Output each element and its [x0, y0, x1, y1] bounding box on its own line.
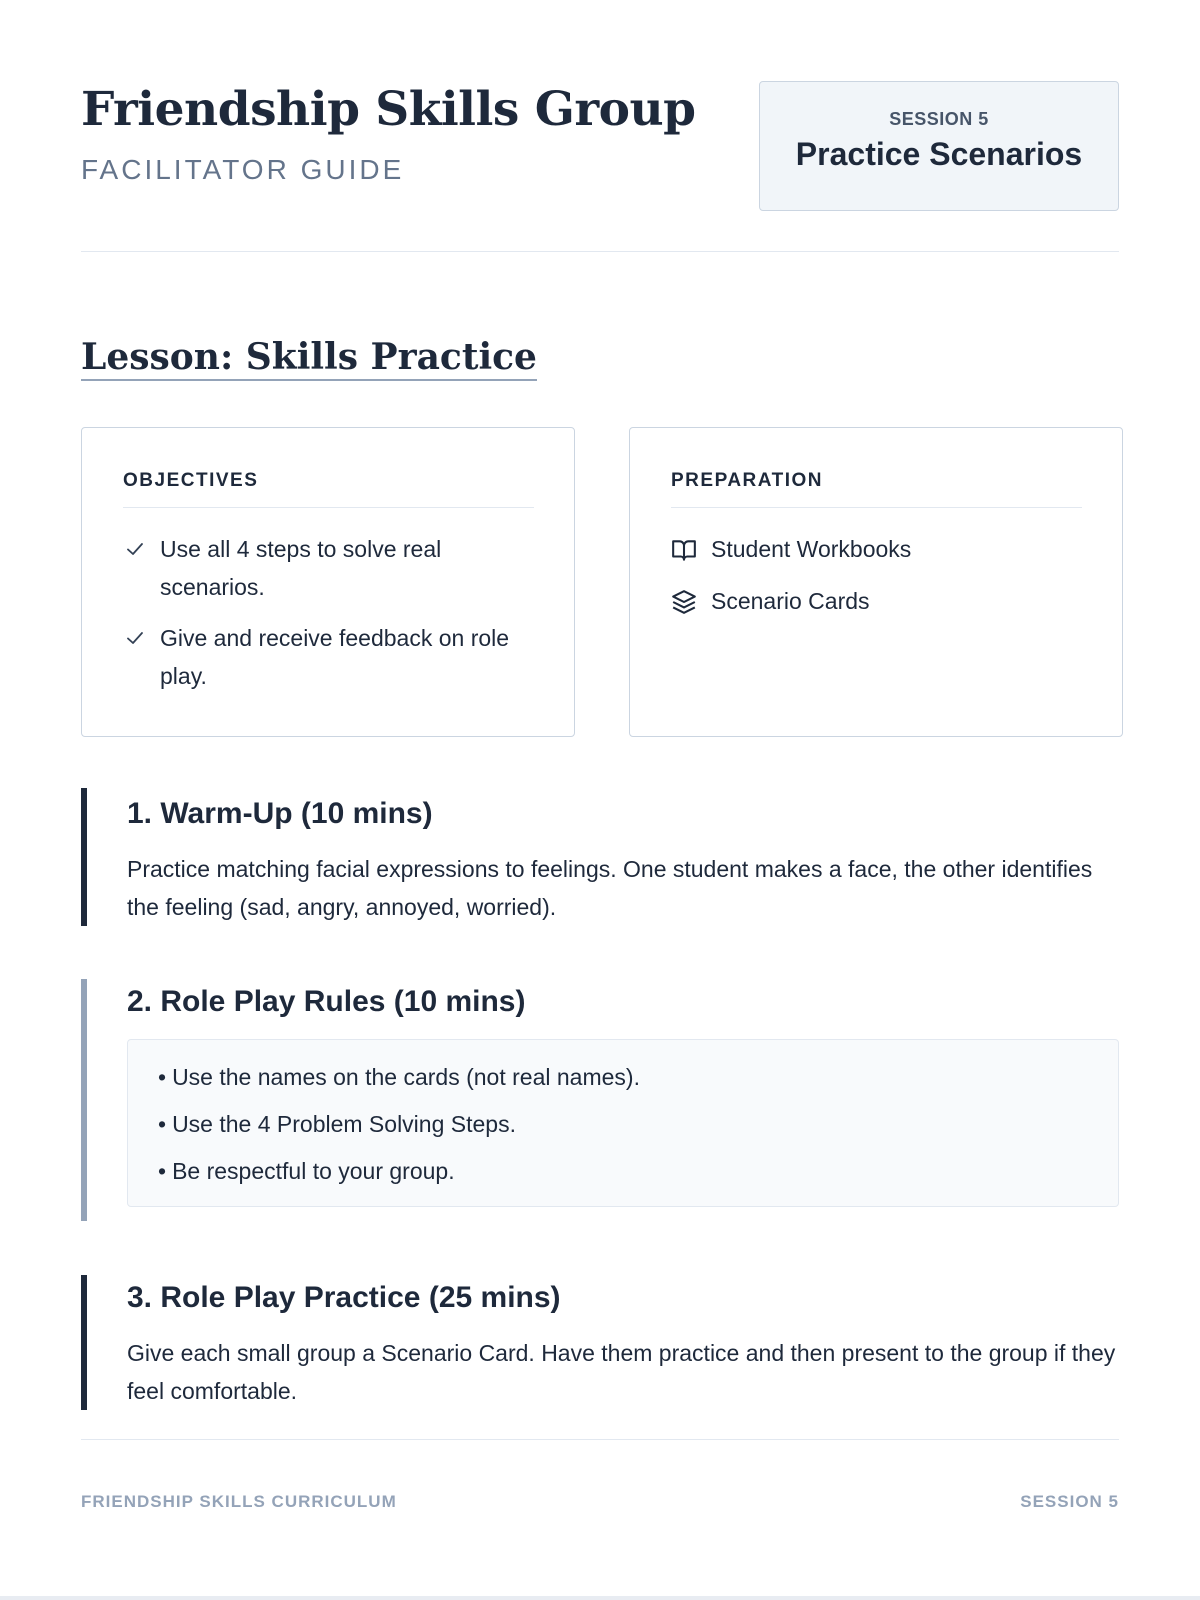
- preparation-text: Scenario Cards: [711, 588, 870, 614]
- preparation-list: [671, 530, 1082, 620]
- document-title: Friendship Skills Group: [81, 82, 696, 137]
- section-role-play-practice: [81, 1275, 1119, 1410]
- section-body: Practice matching facial expressions to feelings. One student makes a face, the other identifies the feeling (sad, angry, annoyed, worried).: [127, 856, 1093, 920]
- objective-item: [123, 619, 534, 695]
- preparation-heading: PREPARATION: [671, 470, 1082, 508]
- preparation-item: [671, 530, 1082, 568]
- footer-session: SESSION 5: [1020, 1492, 1119, 1511]
- rule-item: • Be respectful to your group.: [158, 1158, 455, 1184]
- preparation-card: [629, 427, 1123, 737]
- section-body: Give each small group a Scenario Card. Have them practice and then present to the group if they feel comfortable.: [127, 1340, 1116, 1404]
- page-footer: [81, 1439, 1119, 1511]
- rule-text: Use the names on the cards (not real names).: [172, 1064, 640, 1090]
- session-name: Practice Scenarios: [795, 136, 1083, 172]
- page-header: [81, 0, 1119, 252]
- session-number: SESSION 5: [889, 109, 989, 129]
- objectives-heading: OBJECTIVES: [123, 470, 534, 508]
- session-badge: [759, 81, 1119, 211]
- rule-text: Use the 4 Problem Solving Steps.: [172, 1111, 516, 1137]
- section-title: 1. Warm-Up (10 mins): [127, 797, 433, 830]
- section-role-play-rules: [81, 979, 1119, 1221]
- book-icon: [671, 537, 697, 563]
- objectives-card: [81, 427, 575, 737]
- document-subtitle: FACILITATOR GUIDE: [81, 154, 405, 185]
- rule-item: • Use the names on the cards (not real names).: [158, 1064, 640, 1090]
- rule-text: Be respectful to your group.: [172, 1158, 455, 1184]
- layers-icon: [671, 589, 697, 615]
- objective-item: [123, 530, 534, 606]
- objective-text: Give and receive feedback on role play.: [160, 625, 510, 689]
- rule-item: • Use the 4 Problem Solving Steps.: [158, 1111, 516, 1137]
- preparation-item: [671, 582, 1082, 620]
- objectives-list: [123, 530, 534, 695]
- lesson-title: Lesson: Skills Practice: [81, 336, 537, 381]
- rules-box: [127, 1039, 1119, 1207]
- check-icon: [125, 539, 145, 559]
- objective-text: Use all 4 steps to solve real scenarios.: [160, 536, 442, 600]
- preparation-text: Student Workbooks: [711, 536, 912, 562]
- section-title: 3. Role Play Practice (25 mins): [127, 1281, 561, 1314]
- footer-curriculum: FRIENDSHIP SKILLS CURRICULUM: [81, 1492, 397, 1511]
- section-warm-up: [81, 788, 1119, 926]
- check-icon: [125, 628, 145, 648]
- section-title: 2. Role Play Rules (10 mins): [127, 985, 526, 1018]
